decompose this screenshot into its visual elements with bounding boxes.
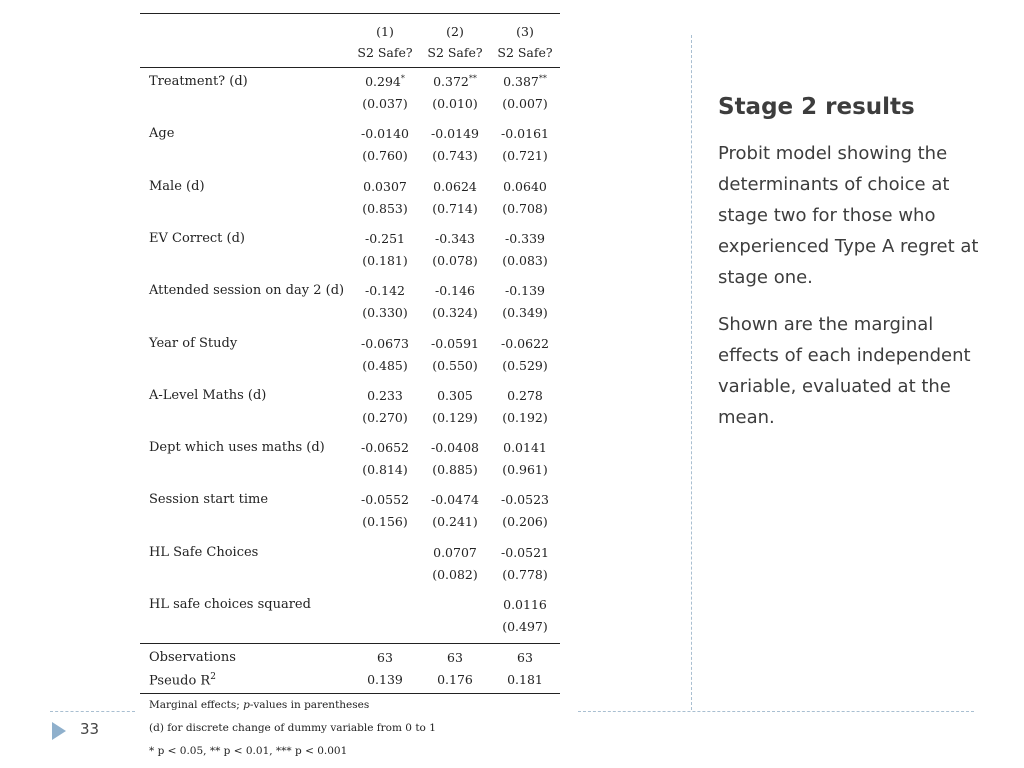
pvalue-cell: (0.129) — [432, 409, 478, 425]
row-label: Year of Study — [149, 335, 238, 351]
coef-cell: 0.0141 — [503, 440, 547, 456]
coef-cell: -0.139 — [504, 283, 545, 299]
pvalue-cell: (0.349) — [502, 305, 548, 321]
stat-cell: 63 — [377, 650, 393, 665]
pvalue-cell: (0.082) — [432, 566, 478, 582]
pvalue-cell: (0.529) — [502, 357, 548, 373]
coef-cell: -0.0408 — [431, 440, 479, 456]
coef-cell: -0.0552 — [361, 492, 409, 508]
table-note-dummy: (d) for discrete change of dummy variable from 0 to 1 — [149, 722, 436, 734]
description-paragraph-2: Shown are the marginal effects of each independent variable, evaluated at the mean. — [718, 314, 971, 428]
pvalue-cell: (0.324) — [432, 305, 478, 321]
pvalue-cell: (0.885) — [432, 462, 478, 478]
pvalue-cell: (0.760) — [362, 148, 408, 164]
coef-cell: -0.251 — [364, 230, 405, 246]
coef-cell: -0.0149 — [431, 126, 479, 142]
coef-cell: -0.0673 — [361, 335, 409, 351]
pvalue-cell: (0.206) — [502, 514, 548, 530]
coef-cell: -0.0523 — [501, 492, 549, 508]
significance-stars: * — [400, 73, 405, 83]
stat-cell: 63 — [447, 650, 463, 665]
pvalue-cell: (0.853) — [362, 200, 408, 216]
row-label: HL Safe Choices — [149, 544, 259, 560]
pvalue-cell: (0.007) — [502, 96, 548, 111]
coef-cell: 0.387** — [503, 73, 547, 89]
coef-cell: -0.343 — [434, 230, 475, 246]
pvalue-cell: (0.485) — [362, 357, 408, 373]
coef-cell: -0.0652 — [361, 440, 409, 456]
coef-cell: 0.294* — [365, 73, 405, 89]
coef-cell: 0.0707 — [433, 544, 477, 560]
pvalue-cell: (0.037) — [362, 96, 408, 111]
pvalue-cell: (0.010) — [432, 96, 478, 111]
footer-divider-left — [50, 711, 135, 712]
coef-cell: 0.372** — [433, 73, 477, 89]
row-label: Dept which uses maths (d) — [149, 440, 325, 456]
stat-label: Pseudo $R^2$ — [149, 672, 216, 689]
pvalue-cell: (0.241) — [432, 514, 478, 530]
footer-divider-right — [578, 711, 974, 712]
pvalue-cell: (0.714) — [432, 200, 478, 216]
header-rule — [140, 67, 560, 68]
coef-cell: -0.0140 — [361, 126, 409, 142]
coef-cell: -0.0622 — [501, 335, 549, 351]
stat-cell: 0.139 — [367, 672, 403, 687]
col2-name: S2 Safe? — [427, 45, 483, 60]
coef-cell: 0.0624 — [433, 178, 477, 194]
pvalue-cell: (0.497) — [502, 619, 548, 634]
col3-name: S2 Safe? — [497, 45, 553, 60]
pvalue-cell: (0.743) — [432, 148, 478, 164]
coef-cell: 0.278 — [507, 387, 543, 403]
page-number: 33 — [80, 720, 100, 738]
significance-stars: ** — [538, 73, 547, 83]
coef-cell: 0.0116 — [503, 597, 547, 612]
row-label: EV Correct (d) — [149, 230, 246, 246]
pvalue-cell: (0.330) — [362, 305, 408, 321]
table-note-marginal: Marginal effects; p-values in parentheses — [149, 699, 370, 711]
coef-cell: 0.0640 — [503, 178, 547, 194]
row-label: A-Level Maths (d) — [149, 387, 267, 403]
pvalue-cell: (0.078) — [432, 252, 478, 268]
stat-cell: 0.181 — [507, 672, 543, 687]
pvalue-cell: (0.270) — [362, 409, 408, 425]
coef-cell: 0.305 — [437, 387, 473, 403]
col1-name: S2 Safe? — [357, 45, 413, 60]
significance-stars: ** — [468, 73, 477, 83]
row-label: Treatment? (d) — [149, 74, 248, 89]
pvalue-cell: (0.550) — [432, 357, 478, 373]
pvalue-cell: (0.708) — [502, 200, 548, 216]
pvalue-cell: (0.083) — [502, 252, 548, 268]
pvalue-cell: (0.961) — [502, 462, 548, 478]
description-paragraph-1: Probit model showing the determinants of choice at stage two for those who experienced Type A regret at stage one. — [718, 143, 979, 288]
stat-cell: 63 — [517, 650, 533, 665]
pvalue-cell: (0.192) — [502, 409, 548, 425]
col3-number: (3) — [516, 24, 534, 39]
coef-cell: 0.233 — [367, 387, 403, 403]
coef-cell: -0.0161 — [501, 126, 549, 142]
pvalue-cell: (0.814) — [362, 462, 408, 478]
arrow-bullet-icon — [52, 722, 66, 740]
table-note-significance: * p < 0.05, ** p < 0.01, *** p < 0.001 — [149, 745, 348, 757]
stat-cell: 0.176 — [437, 672, 473, 687]
stats-rule — [140, 643, 560, 644]
vertical-divider — [691, 35, 692, 710]
coef-cell: -0.0591 — [431, 335, 479, 351]
row-label: Session start time — [149, 492, 269, 508]
bottom-rule — [140, 693, 560, 694]
coef-cell: -0.146 — [434, 283, 475, 299]
coef-cell: 0.0307 — [363, 178, 407, 194]
row-label: HL safe choices squared — [149, 597, 311, 612]
row-label: Male (d) — [149, 178, 205, 194]
coef-cell: -0.142 — [364, 283, 405, 299]
col2-number: (2) — [446, 24, 464, 39]
coef-cell: -0.339 — [504, 230, 545, 246]
stat-label: Observations — [149, 650, 236, 665]
row-label: Age — [149, 126, 175, 142]
col1-number: (1) — [376, 24, 394, 39]
row-label: Attended session on day 2 (d) — [149, 283, 345, 299]
coef-cell: -0.0521 — [501, 544, 549, 560]
pvalue-cell: (0.721) — [502, 148, 548, 164]
pvalue-cell: (0.778) — [502, 566, 548, 582]
description-panel — [718, 90, 988, 449]
top-rule — [140, 13, 560, 14]
pvalue-cell: (0.156) — [362, 514, 408, 530]
slide-title: Stage 2 results — [718, 94, 915, 120]
coef-cell: -0.0474 — [431, 492, 479, 508]
pvalue-cell: (0.181) — [362, 252, 408, 268]
